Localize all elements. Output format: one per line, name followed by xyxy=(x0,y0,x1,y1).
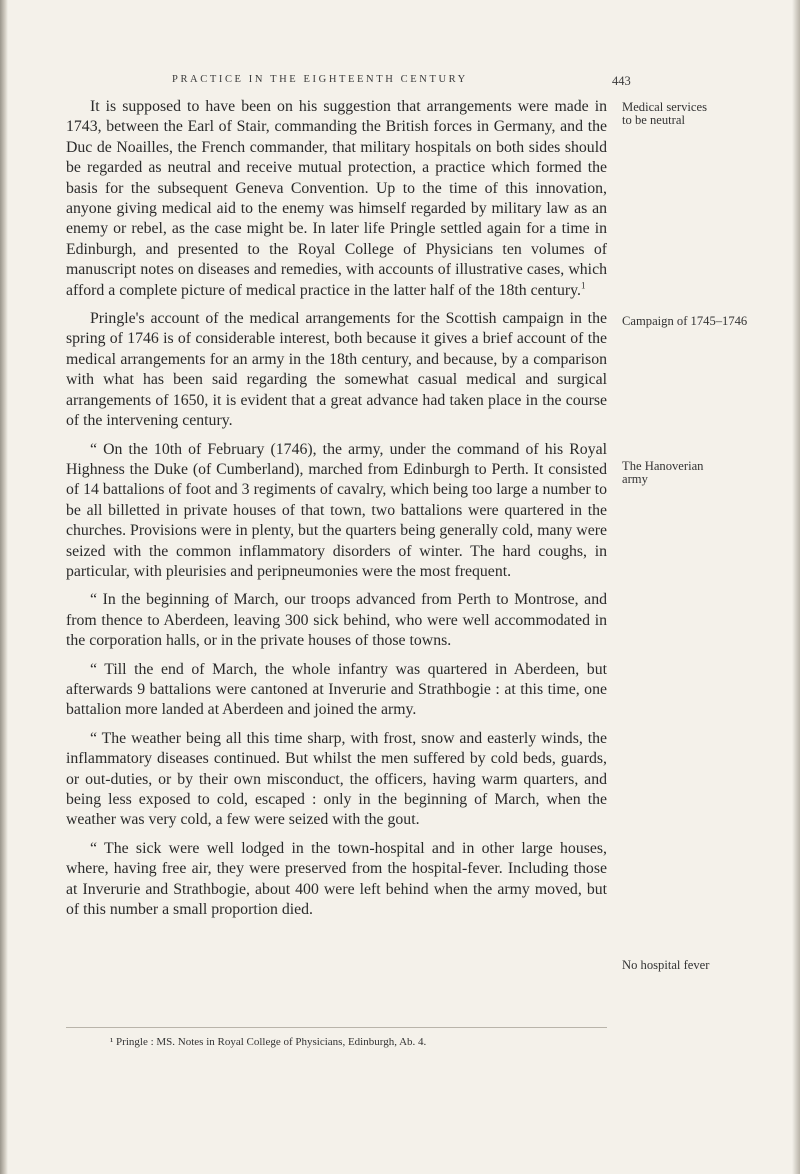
page-left-edge-shadow xyxy=(0,0,8,1174)
paragraph: “ In the beginning of March, our troops advanced from Perth to Montrose, and from thence to Aberdeen, leaving 300 sick behind, who were well accommodated in the corporation halls, or in the private houses of those towns. xyxy=(66,591,607,650)
paragraph: “ The sick were well lodged in the town-hospital and in other large houses, where, having free air, they were preserved from the hospital-fever. Including those at Inverurie and Strathbogie, about 400 were left behind when the army moved, but of this number a small proportion died. xyxy=(66,839,607,919)
paragraph: “ On the 10th of February (1746), the army, under the command of his Royal Highness the Duke (of Cumberland), marched from Edinburgh to Perth. It consisted of 14 battalions of foot and 3 regiments of cavalry, which being too large a number to be all billetted in private houses of that town, two battalions were quartered in the churches. Provisions were in plenty, but the quarters being generally cold, many were seized with the common inflammatory disorders of winter. The hard coughs, in particular, with pleurisies and peripneumonies were the most frequent. xyxy=(66,440,607,580)
margin-note-hanoverian-army: The Hanoverian army xyxy=(622,459,704,486)
margin-note-medical-services: Medical services to be neutral xyxy=(622,100,707,127)
paragraph: Pringle's account of the medical arrangements for the Scottish campaign in the spring of 1746 is of considerable interest, both because it gives a brief account of the medical arrangements for an army in the 18th century, and because, by a comparison with what has been said regarding the somewhat casual medical and surgical arrangements of 1650, it is evident that a great advance had taken place in the course of the intervening century. xyxy=(66,310,607,430)
main-text xyxy=(66,97,607,928)
footnote: ¹ Pringle : MS. Notes in Royal College of Physicians, Edinburgh, Ab. 4. xyxy=(110,1036,427,1048)
running-header: PRACTICE IN THE EIGHTEENTH CENTURY xyxy=(172,74,468,85)
paragraph: “ Till the end of March, the whole infantry was quartered in Aberdeen, but afterwards 9 battalions were cantoned at Inverurie and Strathbogie : at this time, one battalion more landed at Aberdeen and joined the army. xyxy=(66,660,607,719)
page-number: 443 xyxy=(612,74,631,88)
paragraph xyxy=(66,97,607,301)
paragraph: “ The weather being all this time sharp, with frost, snow and easterly winds, the inflammatory diseases continued. But whilst the men suffered by cold beds, guards, or out-duties, or by their own misconduct, the officers, having warm quarters, and being less exposed to cold, escaped : only in the beginning of March, when the weather was very cold, a few were seized with the gout. xyxy=(66,729,607,829)
page-right-edge-shadow xyxy=(792,0,800,1174)
footnote-divider xyxy=(66,1027,607,1028)
margin-note-campaign: Campaign of 1745–1746 xyxy=(622,314,748,328)
paragraph-text: It is supposed to have been on his suggestion that arrangements were made in 1743, between the Earl of Stair, commanding the British forces in Germany, and the Duc de Noailles, the French commander, that military hospitals on both sides should be regarded as neutral and receive mutual protection, a practice which formed the basis for the subsequent Geneva Convention. Up to the time of this innovation, anyone giving medical aid to the enemy was himself regarded by military law as an enemy or rebel, as the case might be. In later life Pringle settled again for a time in Edinburgh, and presented to the Royal College of Physicians ten volumes of manuscript notes on diseases and remedies, with accounts of illustrative cases, which afford a complete picture of medical practice in the latter half of the 18th century. xyxy=(66,98,607,299)
margin-note-hospital-fever: No hospital fever xyxy=(622,958,710,972)
footnote-marker: 1 xyxy=(580,280,586,291)
